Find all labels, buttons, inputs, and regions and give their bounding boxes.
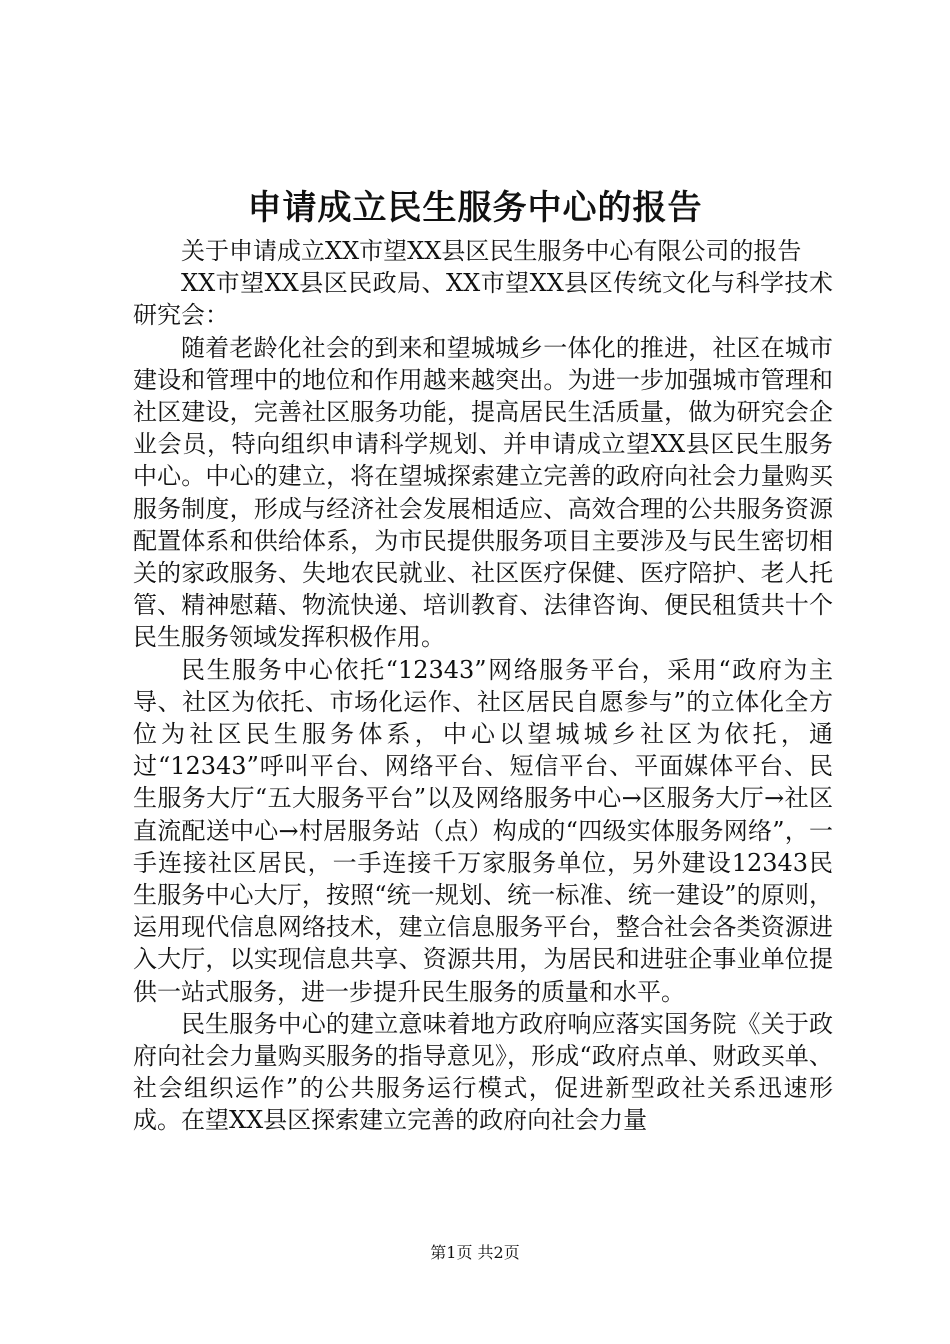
addressee-line: XX市望XX县区民政局、XX市望XX县区传统文化与科学技术研究会：	[133, 269, 833, 330]
page-number-footer: 第1页 共2页	[430, 1243, 520, 1262]
document-title: 申请成立民生服务中心的报告	[247, 188, 703, 228]
body-paragraph: 民生服务中心的建立意味着地方政府响应落实国务院《关于政府向社会力量购买服务的指导意见》，形成“政府点单、财政买单、社会组织运作”的公共服务运行模式，促进新型政社关系迅速形成。在望XX县区探索建立完善的政府向社会力量	[133, 1009, 833, 1135]
subject-line: 关于申请成立XX市望XX县区民生服务中心有限公司的报告	[181, 237, 802, 265]
body-paragraph: 随着老龄化社会的到来和望城城乡一体化的推进，社区在城市建设和管理中的地位和作用越来越突出。为进一步加强城市管理和社区建设，完善社区服务功能，提高居民生活质量，做为研究会企业会员，特向组织申请科学规划、并申请成立望XX县区民生服务中心。中心的建立，将在望城探索建立完善的政府向社会力量购买服务制度，形成与经济社会发展相适应、高效合理的公共服务资源配置体系和供给体系，为市民提供服务项目主要涉及与民生密切相关的家政服务、失地农民就业、社区医疗保健、医疗陪护、老人托管、精神慰藉、物流快递、培训教育、法律咨询、便民租赁共十个民生服务领域发挥积极作用。	[133, 333, 833, 652]
body-paragraph: 民生服务中心依托“12343”网络服务平台，采用“政府为主导、社区为依托、市场化运作、社区居民自愿参与”的立体化全方位为社区民生服务体系，中心以望城城乡社区为依托，通过“12343”呼叫平台、网络平台、短信平台、平面媒体平台、民生服务大厅“五大服务平台”以及网络服务中心→区服务大厅→社区直流配送中心→村居服务站（点）构成的“四级实体服务网络”，一手连接社区居民，一手连接千万家服务单位，另外建设12343民生服务中心大厅，按照“统一规划、统一标准、统一建设”的原则，运用现代信息网络技术，建立信息服务平台，整合社会各类资源进入大厅，以实现信息共享、资源共用，为居民和进驻企事业单位提供一站式服务，进一步提升民生服务的质量和水平。	[133, 655, 833, 1006]
document-body	[133, 235, 833, 1137]
